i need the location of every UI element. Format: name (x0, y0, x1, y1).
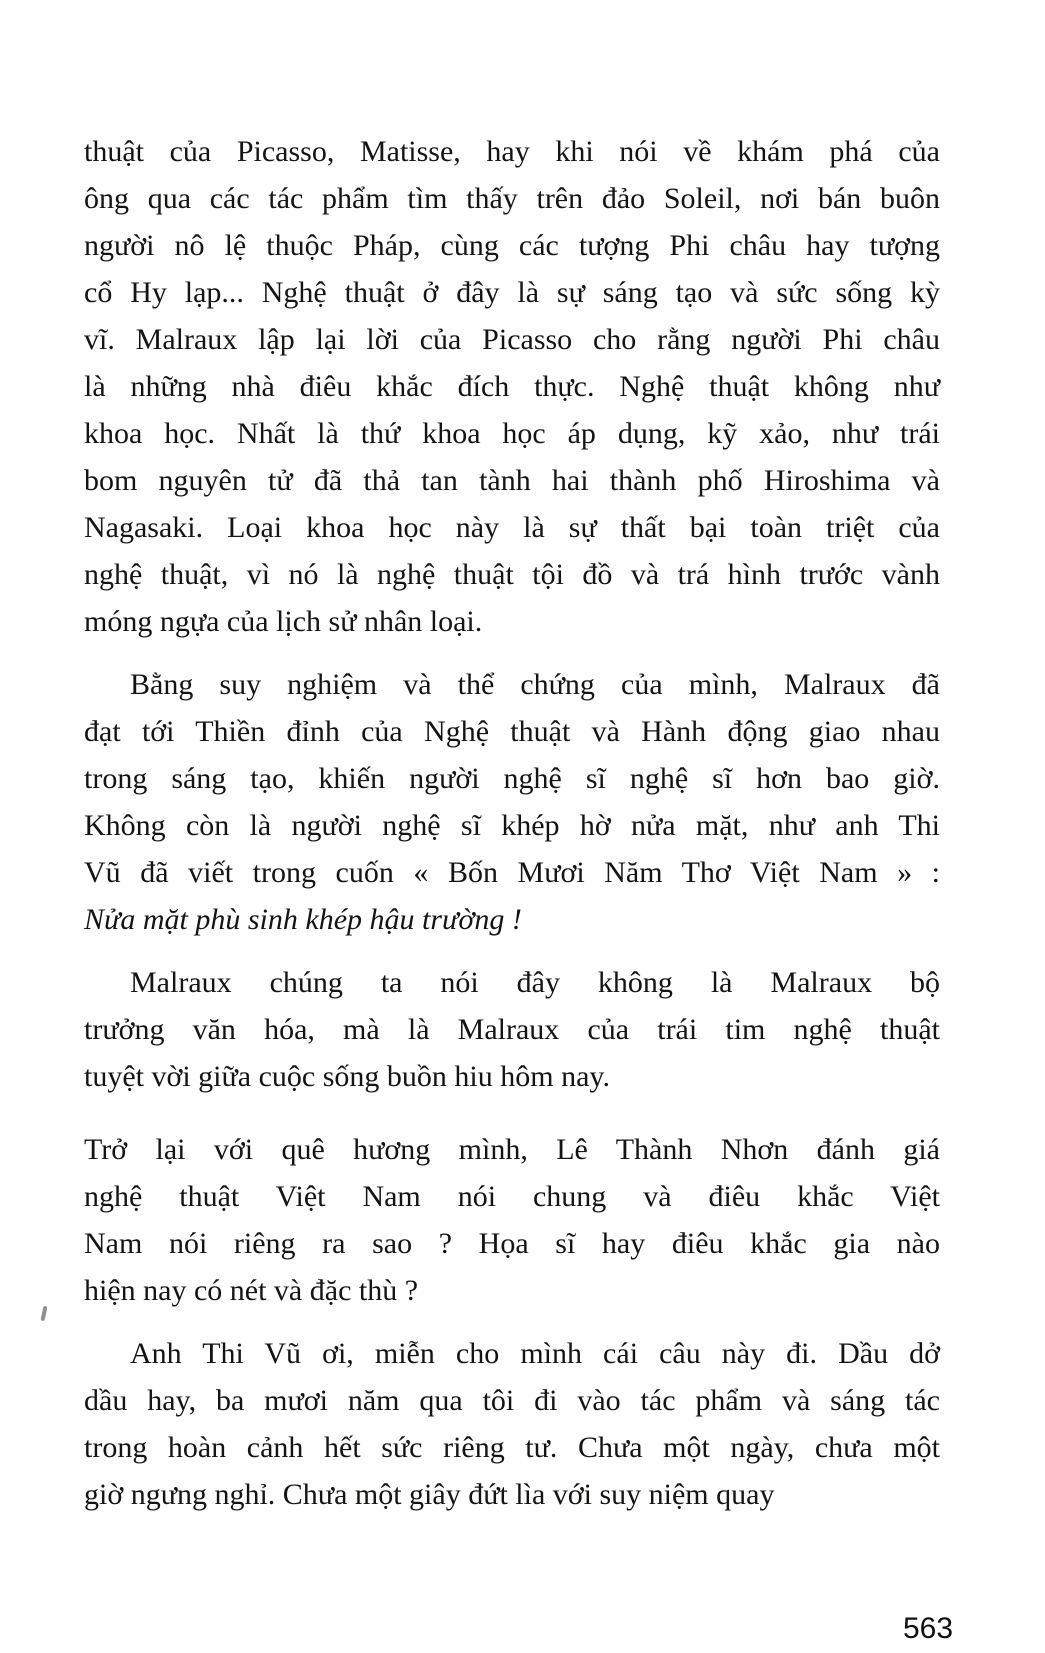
text-line: móng ngựa của lịch sử nhân loại. (84, 605, 483, 638)
text-line: nghệ thuật, vì nó là nghệ thuật tội đồ và trá hình trước vành (84, 558, 940, 591)
text-line: đạt tới Thiền đỉnh của Nghệ thuật và Hành động giao nhau (84, 715, 940, 748)
text-line: vĩ. Malraux lập lại lời của Picasso cho rằng người Phi châu (84, 323, 940, 356)
text-line: Malraux chúng ta nói đây không là Malraux bộ (130, 966, 940, 999)
text-line: người nô lệ thuộc Pháp, cùng các tượng Phi châu hay tượng (84, 229, 940, 262)
text-line: Nagasaki. Loại khoa học này là sự thất bại toàn triệt của (84, 511, 940, 544)
text-line: Anh Thi Vũ ơi, miễn cho mình cái câu này đi. Dầu dở (130, 1337, 940, 1370)
text-line: Bằng suy nghiệm và thể chứng của mình, Malraux đã (130, 668, 940, 701)
verse-quote-line: Nửa mặt phù sinh khép hậu trường ! (84, 903, 522, 936)
question-line: nghệ thuật Việt Nam nói chung và điêu khắc Việt (84, 1180, 940, 1213)
text-line: Vũ đã viết trong cuốn « Bốn Mươi Năm Thơ Việt Nam » : (84, 856, 940, 889)
text-line: thuật của Picasso, Matisse, hay khi nói về khám phá của (84, 135, 940, 168)
text-line: ông qua các tác phẩm tìm thấy trên đảo Soleil, nơi bán buôn (84, 182, 940, 215)
scan-artifact (40, 1306, 47, 1322)
text-line: trong hoàn cảnh hết sức riêng tư. Chưa một ngày, chưa một (84, 1431, 940, 1464)
question-line: Nam nói riêng ra sao ? Họa sĩ hay điêu khắc gia nào (84, 1227, 940, 1260)
text-line: Không còn là người nghệ sĩ khép hờ nửa mặt, như anh Thi (84, 809, 940, 842)
text-line: dầu hay, ba mươi năm qua tôi đi vào tác phẩm và sáng tác (84, 1384, 940, 1417)
question-line: hiện nay có nét và đặc thù ? (84, 1274, 419, 1307)
question-line: Trở lại với quê hương mình, Lê Thành Nhơn đánh giá (84, 1133, 940, 1166)
text-line: khoa học. Nhất là thứ khoa học áp dụng, kỹ xảo, như trái (84, 417, 940, 450)
text-line: trong sáng tạo, khiến người nghệ sĩ nghệ sĩ hơn bao giờ. (84, 762, 940, 795)
text-line: tuyệt vời giữa cuộc sống buồn hiu hôm nay. (84, 1060, 610, 1093)
page-number: 563 (903, 1612, 954, 1645)
page-text (84, 128, 940, 1534)
text-line: giờ ngưng nghỉ. Chưa một giây đứt lìa với suy niệm quay (84, 1478, 775, 1511)
text-line: cổ Hy lạp... Nghệ thuật ở đây là sự sáng tạo và sức sống kỳ (84, 276, 940, 309)
text-line: trưởng văn hóa, mà là Malraux của trái tim nghệ thuật (84, 1013, 940, 1046)
text-line: bom nguyên tử đã thả tan tành hai thành phố Hiroshima và (84, 464, 940, 497)
text-line: là những nhà điêu khắc đích thực. Nghệ thuật không như (84, 370, 940, 403)
